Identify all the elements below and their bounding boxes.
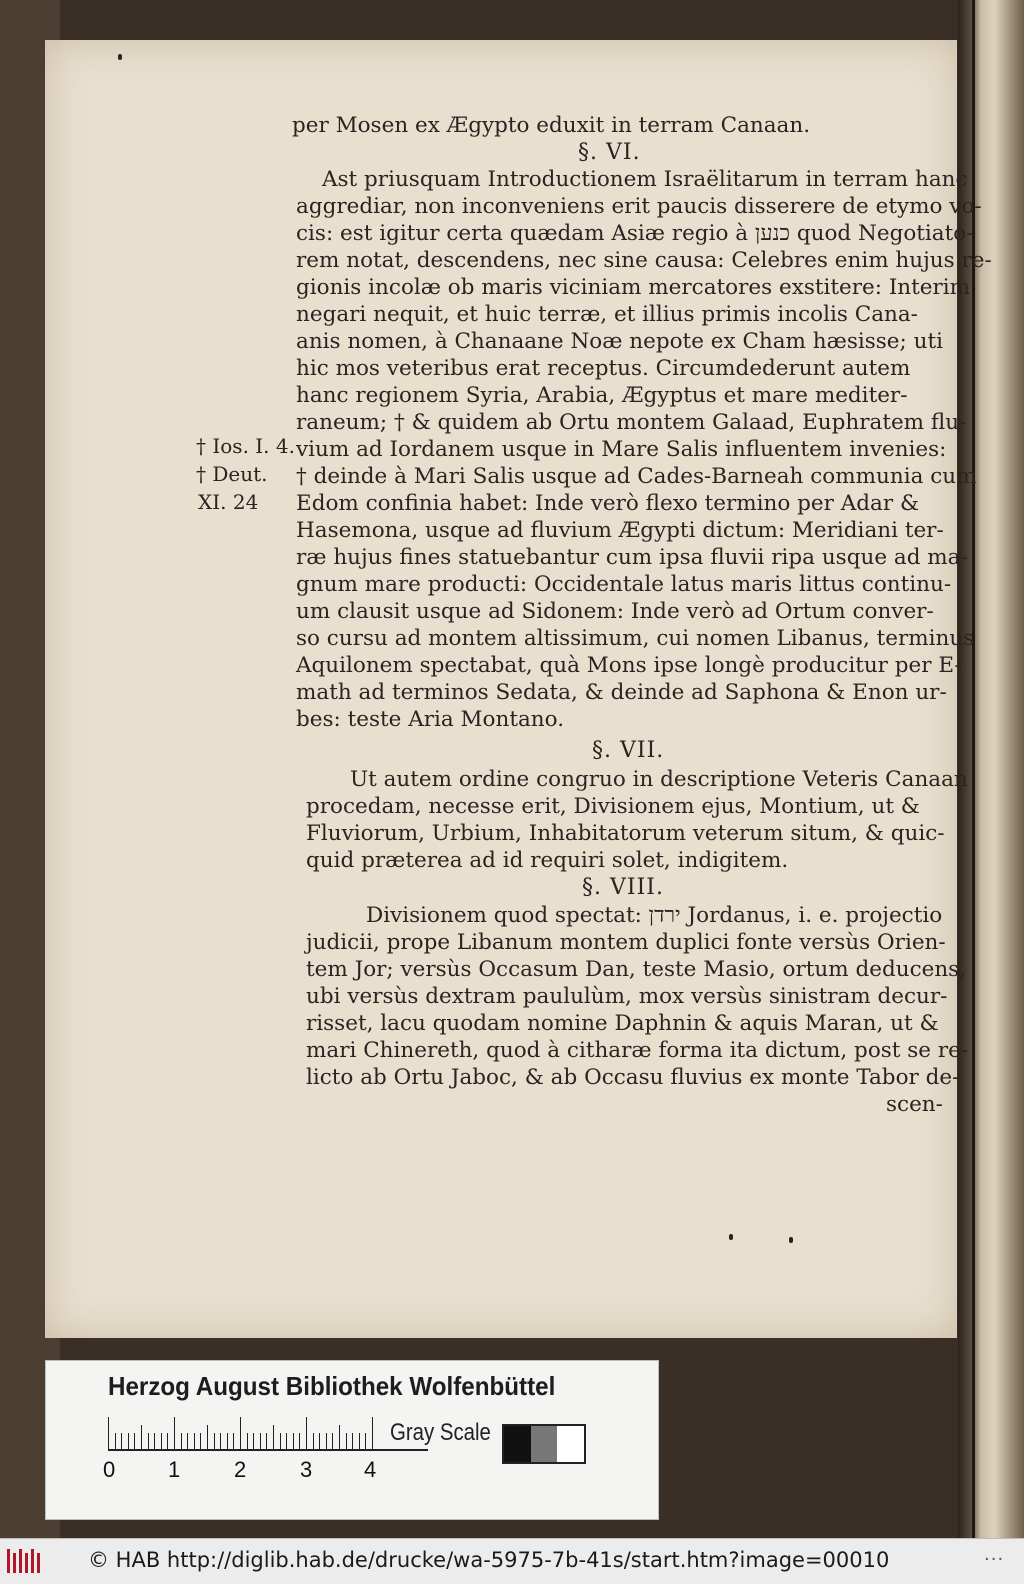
- more-options-icon[interactable]: ···: [984, 1549, 1005, 1570]
- margin-note: † Ios. I. 4.: [196, 434, 295, 458]
- text-line: Edom confinia habet: Inde verò flexo termino per Adar &: [296, 491, 920, 516]
- ruler-tick: [154, 1433, 155, 1451]
- ruler-tick: [167, 1433, 168, 1451]
- text-line: Divisionem quod spectat: ירדן Jordanus, i. e. projectio: [366, 903, 943, 928]
- text-line: gnum mare producti: Occidentale latus maris littus continu-: [296, 572, 952, 597]
- ruler-tick: [174, 1417, 175, 1451]
- hab-logo-icon: [6, 1547, 42, 1575]
- ruler-tick: [266, 1433, 267, 1451]
- text-line: hic mos veteribus erat receptus. Circumdederunt autem: [296, 356, 911, 381]
- ink-speck: [118, 54, 122, 60]
- text-line: so cursu ad montem altissimum, cui nomen Libanus, terminus: [296, 626, 975, 651]
- section-heading: §. VIII.: [582, 875, 664, 900]
- text-line: risset, lacu quodam nomine Daphnin & aquis Maran, ut &: [306, 1011, 939, 1036]
- section-heading: §. VI.: [578, 140, 641, 165]
- ruler-tick: [128, 1433, 129, 1451]
- text-line: † deinde à Mari Salis usque ad Cades-Barneah communia cum: [296, 464, 977, 489]
- ruler-tick: [372, 1417, 373, 1451]
- ruler-tick: [134, 1433, 135, 1451]
- text-line: aggrediar, non inconveniens erit paucis disserere de etymo vo-: [296, 194, 982, 219]
- text-line: anis nomen, à Chanaane Noæ nepote ex Cham hæsisse; uti: [296, 329, 943, 354]
- text-line: tem Jor; versùs Occasum Dan, teste Masio, ortum deducens,: [306, 957, 967, 982]
- text-line: mari Chinereth, quod à citharæ forma ita dictum, post se re-: [306, 1038, 969, 1063]
- margin-note: † Deut.: [196, 462, 268, 486]
- ruler-tick: [148, 1433, 149, 1451]
- ruler-tick: [326, 1433, 327, 1451]
- text-line: math ad terminos Sedata, & deinde ad Saphona & Enon ur-: [296, 680, 947, 705]
- text-line: um clausit usque ad Sidonem: Inde verò ad Ortum conver-: [296, 599, 934, 624]
- ruler-tick: [220, 1433, 221, 1451]
- text-line: cis: est igitur certa quædam Asiæ regio à כנען quod Negotiato-: [296, 221, 974, 246]
- ruler-tick: [359, 1433, 360, 1451]
- ink-speck: [729, 1234, 733, 1240]
- text-line: Fluviorum, Urbium, Inhabitatorum veterum situm, & quic-: [306, 821, 945, 846]
- text-line: Ut autem ordine congruo in descriptione Veteris Canaan: [350, 767, 968, 792]
- text-line: rem notat, descendens, nec sine causa: Celebres enim hujus re-: [296, 248, 992, 273]
- measurement-ruler: [108, 1417, 428, 1451]
- ruler-tick: [260, 1433, 261, 1451]
- text-line: raneum; † & quidem ab Ortu montem Galaad, Euphratem flu-: [296, 410, 967, 435]
- text-line: hanc regionem Syria, Arabia, Ægyptus et mare mediter-: [296, 383, 908, 408]
- gray-scale-swatches: [502, 1424, 586, 1464]
- ruler-number: 4: [364, 1457, 377, 1482]
- ruler-tick: [306, 1417, 307, 1451]
- text-line: scen-: [886, 1092, 943, 1117]
- ruler-tick: [280, 1433, 281, 1451]
- text-line: vium ad Iordanem usque in Mare Salis influentem invenies:: [296, 437, 947, 462]
- ruler-tick: [233, 1433, 234, 1451]
- color-target-card: [45, 1360, 659, 1520]
- text-line: per Mosen ex Ægypto eduxit in terram Canaan.: [292, 113, 811, 138]
- ruler-tick: [214, 1433, 215, 1451]
- library-name: Herzog August Bibliothek Wolfenbüttel: [108, 1371, 556, 1401]
- ruler-tick: [293, 1433, 294, 1451]
- ruler-tick: [187, 1433, 188, 1451]
- text-line: Ast priusquam Introductionem Israëlitarum in terram hanc: [322, 167, 968, 192]
- source-url-text: © HAB http://diglib.hab.de/drucke/wa-5975-7b-41s/start.htm?image=00010: [88, 1548, 890, 1572]
- ruler-tick: [319, 1433, 320, 1451]
- ruler-tick: [240, 1417, 241, 1451]
- gray-scale-label: Gray Scale: [390, 1419, 491, 1446]
- text-line: bes: teste Aria Montano.: [296, 707, 565, 732]
- ink-speck: [789, 1237, 793, 1243]
- ruler-tick: [273, 1425, 274, 1451]
- ruler-tick: [339, 1425, 340, 1451]
- text-line: Aquilonem spectabat, quà Mons ipse longè producitur per E-: [296, 653, 962, 678]
- ruler-tick: [207, 1425, 208, 1451]
- ruler-tick: [200, 1433, 201, 1451]
- ruler-tick: [181, 1433, 182, 1451]
- ruler-tick: [286, 1433, 287, 1451]
- ruler-tick: [121, 1433, 122, 1451]
- text-line: licto ab Ortu Jaboc, & ab Occasu fluvius ex monte Tabor de-: [306, 1065, 960, 1090]
- text-line: ubi versùs dextram paululùm, mox versùs sinistram decur-: [306, 984, 948, 1009]
- ruler-number: 1: [168, 1457, 181, 1482]
- ruler-number: 2: [234, 1457, 247, 1482]
- ruler-tick: [332, 1433, 333, 1451]
- ruler-tick: [299, 1433, 300, 1451]
- margin-note: XI. 24: [198, 490, 259, 514]
- ruler-tick: [115, 1433, 116, 1451]
- text-line: gionis incolæ ob maris viciniam mercatores exstitere: Interim: [296, 275, 971, 300]
- ruler-tick: [161, 1433, 162, 1451]
- ruler-tick: [346, 1433, 347, 1451]
- ruler-tick: [352, 1433, 353, 1451]
- ruler-tick: [253, 1433, 254, 1451]
- text-line: negari nequit, et huic terræ, et illius primis incolis Cana-: [296, 302, 918, 327]
- swatch-black: [504, 1426, 531, 1462]
- ruler-tick: [227, 1433, 228, 1451]
- text-line: quid præterea ad id requiri solet, indigitem.: [306, 848, 789, 873]
- swatch-white: [557, 1426, 584, 1462]
- ruler-number: 3: [300, 1457, 313, 1482]
- text-line: Hasemona, usque ad fluvium Ægypti dictum: Meridiani ter-: [296, 518, 944, 543]
- swatch-gray: [531, 1426, 558, 1462]
- ruler-tick: [365, 1433, 366, 1451]
- text-line: ræ hujus fines statuebantur cum ipsa fluvii ripa usque ad ma-: [296, 545, 968, 570]
- ruler-tick: [194, 1433, 195, 1451]
- text-line: procedam, necesse erit, Divisionem ejus, Montium, ut &: [306, 794, 920, 819]
- ruler-tick: [141, 1425, 142, 1451]
- ruler-number: 0: [103, 1457, 116, 1482]
- ruler-baseline: [108, 1449, 428, 1451]
- ruler-tick: [108, 1417, 109, 1451]
- ruler-tick: [313, 1433, 314, 1451]
- status-bar: [0, 1538, 1024, 1584]
- section-heading: §. VII.: [592, 738, 665, 763]
- ruler-tick: [247, 1433, 248, 1451]
- text-line: judicii, prope Libanum montem duplici fonte versùs Orien-: [306, 930, 946, 955]
